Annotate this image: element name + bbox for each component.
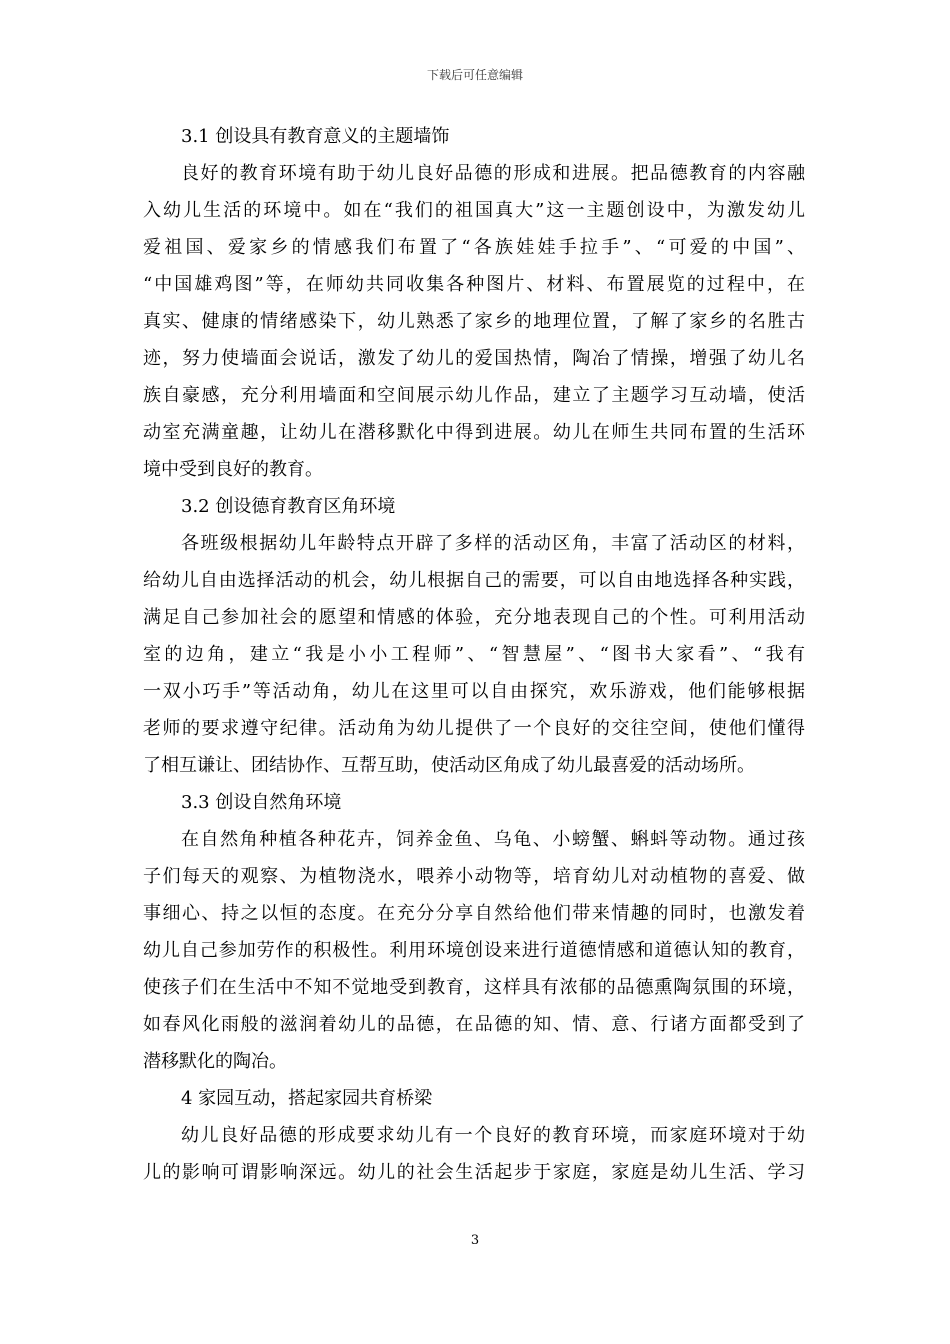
paragraph-line: 幼儿自己参加劳作的积极性。利用环境创设来进行道德情感和道德认知的教育， bbox=[143, 940, 805, 961]
section-heading: 3.3 创设自然角环境 bbox=[181, 792, 342, 813]
paragraph-line: 了相互谦让、团结协作、互帮互助，使活动区角成了幼儿最喜爱的活动场所。 bbox=[143, 755, 755, 776]
paragraph-line: 幼儿良好品德的形成要求幼儿有一个良好的教育环境，而家庭环境对于幼 bbox=[181, 1125, 805, 1146]
paragraph-line: 族自豪感，充分利用墙面和空间展示幼儿作品，建立了主题学习互动墙，使活 bbox=[143, 385, 805, 406]
paragraph-line: 潜移默化的陶冶。 bbox=[143, 1051, 287, 1072]
paragraph-line: 真实、健康的情绪感染下，幼儿熟悉了家乡的地理位置，了解了家乡的名胜古 bbox=[143, 311, 805, 332]
paragraph-line: 儿的影响可谓影响深远。幼儿的社会生活起步于家庭，家庭是幼儿生活、学习 bbox=[143, 1162, 805, 1183]
body-text bbox=[143, 118, 805, 1191]
paragraph-line: “中国雄鸡图”等，在师幼共同收集各种图片、材料、布置展览的过程中，在 bbox=[143, 274, 805, 295]
paragraph-line: 各班级根据幼儿年龄特点开辟了多样的活动区角，丰富了活动区的材料， bbox=[181, 533, 805, 554]
paragraph-line: 爱祖国、爱家乡的情感我们布置了“各族娃娃手拉手”、“可爱的中国”、 bbox=[143, 237, 805, 258]
paragraph-line: 使孩子们在生活中不知不觉地受到教育，这样具有浓郁的品德熏陶氛围的环境， bbox=[143, 977, 805, 998]
paragraph-line: 如春风化雨般的滋润着幼儿的品德，在品德的知、情、意、行诸方面都受到了 bbox=[143, 1014, 805, 1035]
paragraph-line: 室的边角，建立“我是小小工程师”、“智慧屋”、“图书大家看”、“我有 bbox=[143, 644, 805, 665]
section-heading: 4 家园互动，搭起家园共育桥梁 bbox=[181, 1088, 433, 1109]
paragraph-line: 满足自己参加社会的愿望和情感的体验，充分地表现自己的个性。可利用活动 bbox=[143, 607, 805, 628]
paragraph-line: 给幼儿自由选择活动的机会，幼儿根据自己的需要，可以自由地选择各种实践， bbox=[143, 570, 805, 591]
paragraph-line: 一双小巧手”等活动角，幼儿在这里可以自由探究，欢乐游戏，他们能够根据 bbox=[143, 681, 805, 702]
paragraph-line: 境中受到良好的教育。 bbox=[143, 459, 323, 480]
paragraph-line: 动室充满童趣，让幼儿在潜移默化中得到进展。幼儿在师生共同布置的生活环 bbox=[143, 422, 805, 443]
page-number: 3 bbox=[470, 1233, 480, 1248]
section-heading: 3.1 创设具有教育意义的主题墙饰 bbox=[181, 126, 450, 147]
paragraph-line: 迹，努力使墙面会说话，激发了幼儿的爱国热情，陶冶了情操，增强了幼儿名 bbox=[143, 348, 805, 369]
paragraph-line: 入幼儿生活的环境中。如在“我们的祖国真大”这一主题创设中，为激发幼儿 bbox=[143, 200, 805, 221]
paragraph-line: 在自然角种植各种花卉，饲养金鱼、乌龟、小螃蟹、蝌蚪等动物。通过孩 bbox=[181, 829, 805, 850]
paragraph-line: 老师的要求遵守纪律。活动角为幼儿提供了一个良好的交往空间，使他们懂得 bbox=[143, 718, 805, 739]
paragraph-line: 事细心、持之以恒的态度。在充分分享自然给他们带来情趣的同时，也激发着 bbox=[143, 903, 805, 924]
section-heading: 3.2 创设德育教育区角环境 bbox=[181, 496, 396, 517]
paragraph-line: 良好的教育环境有助于幼儿良好品德的形成和进展。把品德教育的内容融 bbox=[181, 163, 805, 184]
page-header: 下载后可任意编辑 bbox=[426, 68, 523, 82]
paragraph-line: 子们每天的观察、为植物浇水，喂养小动物等，培育幼儿对动植物的喜爱、做 bbox=[143, 866, 805, 887]
